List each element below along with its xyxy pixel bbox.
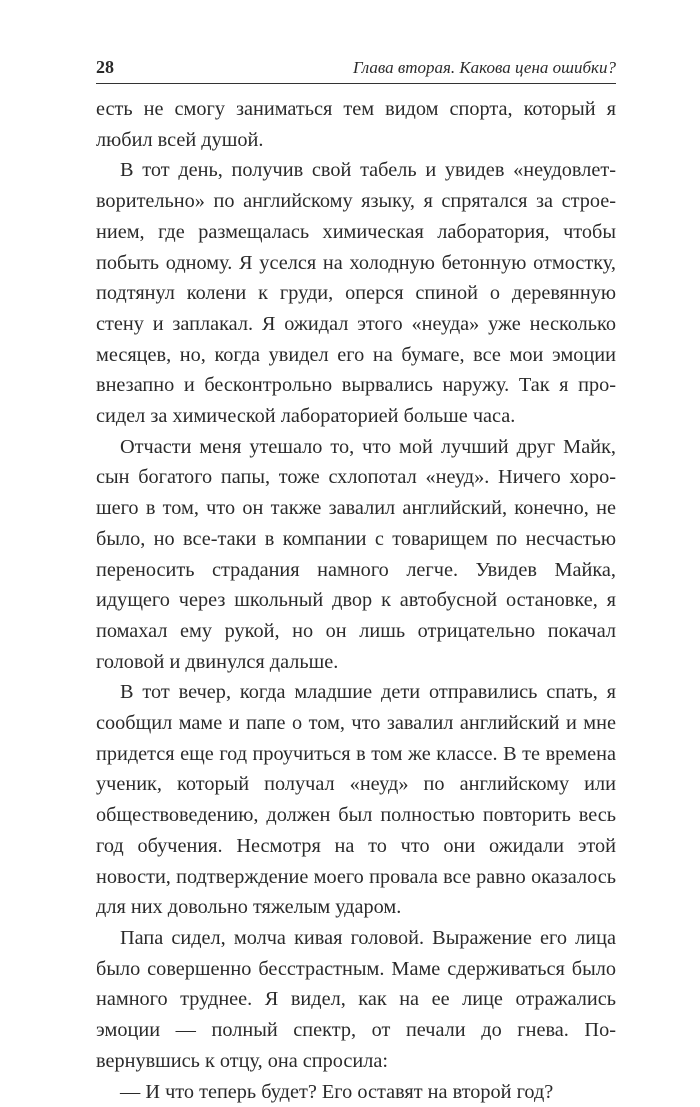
running-header bbox=[96, 57, 616, 84]
paragraph: — И что теперь будет? Его оставят на второй год? bbox=[96, 1077, 616, 1107]
paragraph: В тот день, получив свой табель и увидев «неудовлетворительно» по английскому языку, я спрятался за строением, где размещалась химическая лаборатория, чтобы побыть одному. Я уселся на холодную бетонную отмостку, подтянул колени к груди, оперся спиной о деревянную стену и заплакал. Я ожидал этого «неуда» уже несколько месяцев, но, когда увидел его на бумаге, все мои эмоции внезапно и бесконтрольно вырвались наружу. Так я просидел за химической лабораторией больше часа. bbox=[96, 155, 616, 431]
chapter-title: Глава вторая. Какова цена ошибки? bbox=[353, 58, 616, 78]
book-page bbox=[96, 57, 616, 1107]
body-text bbox=[96, 94, 616, 1107]
paragraph: Отчасти меня утешало то, что мой лучший друг Майк, сын богатого папы, тоже схлопотал «неуд». Ничего хорошего в том, что он также завалил английский, конечно, не было, но все-таки в компании с товарищем по несчастью переносить страдания намного легче. Увидев Майка, идущего через школьный двор к автобусной остановке, я помахал ему рукой, но он лишь отрицательно покачал головой и двинулся дальше. bbox=[96, 432, 616, 678]
page-number: 28 bbox=[96, 57, 114, 78]
paragraph: Папа сидел, молча кивая головой. Выражение его лица было совершенно бесстрастным. Маме сдерживаться было намного труднее. Я видел, как на ее лице отражались эмоции — полный спектр, от печали до гнева. Повернувшись к отцу, она спросила: bbox=[96, 923, 616, 1077]
paragraph: В тот вечер, когда младшие дети отправились спать, я сообщил маме и папе о том, что завалил английский и мне придется еще год проучиться в том же классе. В те времена ученик, который получал «неуд» по английскому или обществоведению, должен был полностью повторить весь год обучения. Несмотря на то что они ожидали этой новости, подтверждение моего провала все равно оказалось для них довольно тяжелым ударом. bbox=[96, 677, 616, 923]
paragraph: есть не смогу заниматься тем видом спорта, который я любил всей душой. bbox=[96, 94, 616, 155]
